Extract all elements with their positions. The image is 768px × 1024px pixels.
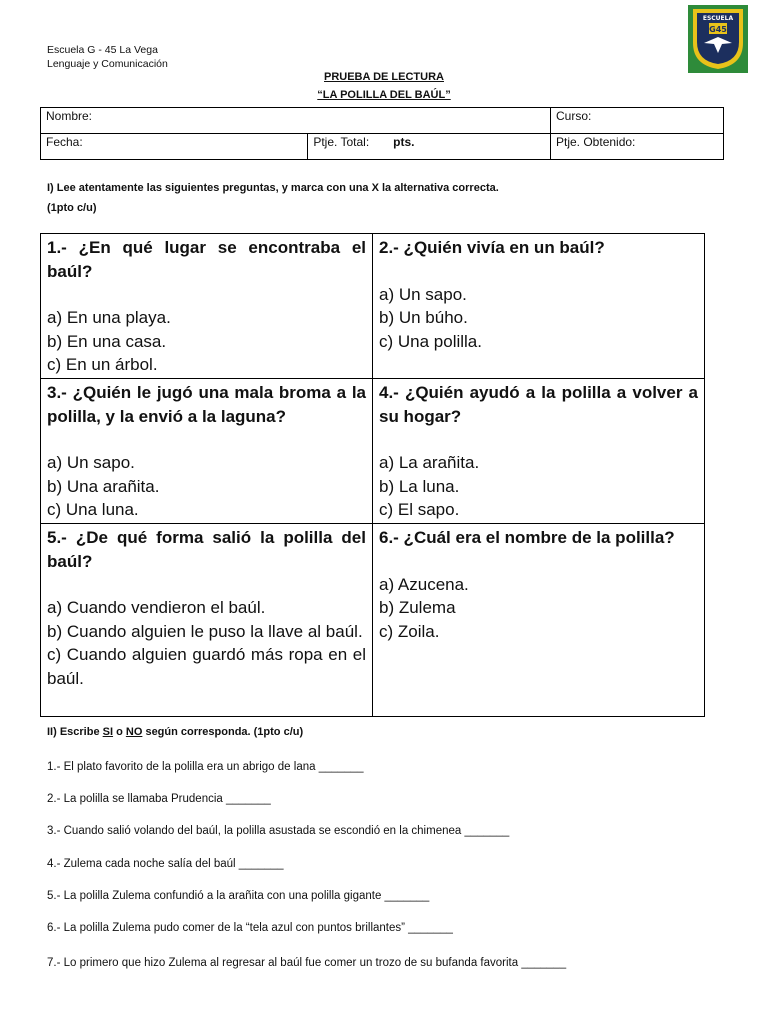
answer-option[interactable]: c) Una polilla. [379,331,482,351]
answer-option[interactable]: c) Cuando alguien guardó más ropa en el baúl. [47,645,366,688]
no-word: NO [125,726,143,738]
statement-4[interactable]: 4.- Zulema cada noche salía del baúl _______ [47,858,284,870]
question-4 [373,378,705,523]
answer-option[interactable]: b) Una arañita. [47,476,160,496]
question-title: 2.- ¿Quién vivía en un baúl? [379,238,605,257]
question-title: 1.- ¿En qué lugar se encontraba el baúl? [47,238,366,281]
pts-label: pts. [393,135,415,149]
statement-7[interactable]: 7.- Lo primero que hizo Zulema al regresar al baúl fue comer un trozo de su bufanda favorita _______ [47,957,567,969]
answer-option[interactable]: a) Azucena. [379,574,469,594]
answer-option[interactable]: b) Un búho. [379,308,468,328]
answer-option[interactable]: b) En una casa. [47,331,167,351]
answer-option[interactable]: a) Un sapo. [379,284,467,304]
school-info [47,43,168,71]
instruction-line: I) Lee atentamente las siguientes preguntas, y marca con una X la alternativa correcta. [47,182,499,194]
fecha-field[interactable] [41,134,308,160]
answer-option[interactable]: c) En un árbol. [47,355,158,375]
question-6 [373,523,705,716]
curso-field[interactable] [551,108,724,134]
section1-instructions [47,178,499,218]
answer-option[interactable]: b) Zulema [379,598,456,618]
instruction-points: (1pto c/u) [47,202,97,214]
question-title: 4.- ¿Quién ayudó a la polilla a volver a su hogar? [379,382,698,426]
question-2 [373,234,705,379]
ptje-obtenido-field[interactable] [551,134,724,160]
statement-2[interactable]: 2.- La polilla se llamaba Prudencia _______ [47,793,271,805]
question-title: 6.- ¿Cuál era el nombre de la polilla? [379,527,675,547]
answer-option[interactable]: c) Zoila. [379,621,440,641]
answer-option[interactable]: a) En una playa. [47,308,171,328]
subject-name: Lenguaje y Comunicación [47,58,168,70]
student-info-table [40,107,724,160]
section2-suffix: según corresponda. (1pto c/u) [142,726,304,738]
nombre-field[interactable] [41,108,551,134]
curso-label: Curso: [556,109,592,123]
svg-text:ESCUELA: ESCUELA [702,15,734,22]
questions-table [40,233,705,717]
answer-option[interactable]: c) Una luna. [47,500,139,520]
school-logo [688,5,748,73]
test-title: PRUEBA DE LECTURA [324,71,444,83]
si-word: SI [102,726,114,738]
answer-option[interactable]: b) La luna. [379,476,460,496]
story-title: “LA POLILLA DEL BAÚL” [317,89,451,101]
question-3 [41,378,373,523]
ptje-total-label: Ptje. Total: [313,135,370,149]
section2-middle: o [113,726,126,738]
answer-option[interactable]: a) Cuando vendieron el baúl. [47,598,266,618]
question-1 [41,234,373,379]
answer-option[interactable]: b) Cuando alguien le puso la llave al baúl. [47,621,363,641]
answer-option[interactable]: a) La arañita. [379,453,480,473]
svg-text:G45: G45 [709,25,727,34]
statement-1[interactable]: 1.- El plato favorito de la polilla era un abrigo de lana _______ [47,761,364,773]
nombre-label: Nombre: [46,109,93,123]
question-title: 3.- ¿Quién le jugó una mala broma a la polilla, y la envió a la laguna? [47,382,366,426]
fecha-label: Fecha: [46,135,83,149]
question-5 [41,523,373,716]
answer-option[interactable]: c) El sapo. [379,500,460,520]
answer-option[interactable]: a) Un sapo. [47,453,135,473]
section2-instructions [47,726,303,738]
statement-6[interactable]: 6.- La polilla Zulema pudo comer de la “tela azul con puntos brillantes” _______ [47,922,453,934]
question-title: 5.- ¿De qué forma salió la polilla del baúl? [47,527,366,571]
statement-3[interactable]: 3.- Cuando salió volando del baúl, la polilla asustada se escondió en la chimenea _______ [47,825,510,837]
ptje-obtenido-label: Ptje. Obtenido: [556,135,636,149]
school-name: Escuela G - 45 La Vega [47,44,158,56]
ptje-total-field[interactable] [308,134,551,160]
section2-prefix: II) Escribe [47,726,103,738]
statement-5[interactable]: 5.- La polilla Zulema confundió a la arañita con una polilla gigante _______ [47,890,430,902]
